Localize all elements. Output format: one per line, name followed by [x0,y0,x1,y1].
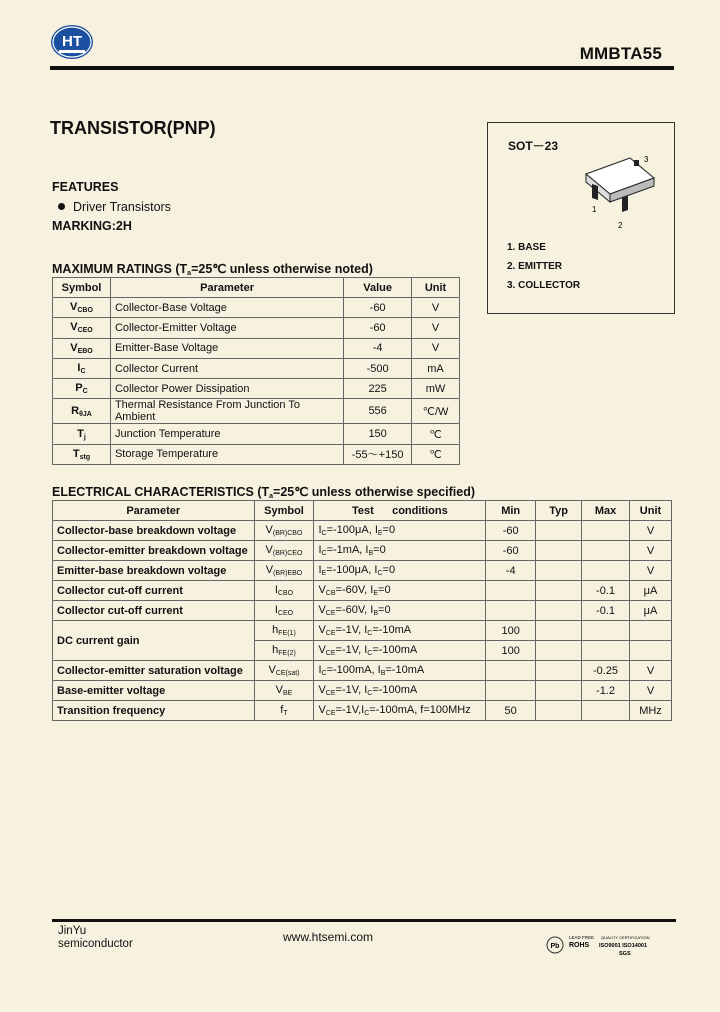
parameter-cell: Collector Power Dissipation [110,379,343,399]
unit-cell [629,641,671,661]
symbol-cell: $h_{FE(2)}$ [254,641,314,661]
marking-code: MARKING:2H [52,219,132,233]
value-cell: -60 [344,298,412,318]
typ-cell [536,541,582,561]
pin-2-desc: 2. EMITTER [507,261,563,272]
condition-cell: $V_{CE}=-1V$, $I_C=-100mA$ [314,641,486,661]
electrical-heading: ELECTRICAL CHARACTERISTICS ($T_a=25℃$ unless otherwise specified) [52,485,476,500]
typ-cell [536,701,582,721]
max-cell [582,561,630,581]
max-cell: -1.2 [582,681,630,701]
unit-cell: V [412,338,460,358]
parameter-cell: Collector-Base Voltage [110,298,343,318]
column-header: Parameter [53,501,255,521]
unit-cell: μA [629,601,671,621]
unit-cell [629,621,671,641]
table-row [53,338,460,358]
header-divider [50,66,674,70]
svg-text:LEAD FREE: LEAD FREE [569,935,595,940]
symbol-cell: $P_C$ [53,379,111,399]
features-heading: FEATURES [52,180,119,194]
table-row [53,298,460,318]
parameter-cell: Collector-Emitter Voltage [110,318,343,338]
typ-cell [536,641,582,661]
symbol-cell: $V_{(BR)CEO}$ [254,541,314,561]
parameter-cell: Collector-emitter breakdown voltage [53,541,255,561]
unit-cell: ℃/W [412,399,460,424]
min-cell [486,681,536,701]
svg-text:ROHS: ROHS [569,942,590,949]
symbol-cell: $T_j$ [53,424,111,444]
symbol-cell: $V_{(BR)EBO}$ [254,561,314,581]
table-row [53,399,460,424]
parameter-cell: Collector-emitter saturation voltage [53,661,255,681]
min-cell: 50 [486,701,536,721]
parameter-cell: Storage Temperature [110,444,343,464]
typ-cell [536,621,582,641]
unit-cell: MHz [629,701,671,721]
symbol-cell: $I_{CEO}$ [254,601,314,621]
typ-cell [536,681,582,701]
column-header: Symbol [53,278,111,298]
symbol-cell: $V_{CEO}$ [53,318,111,338]
column-header: Unit [412,278,460,298]
unit-cell: V [629,561,671,581]
column-header: Symbol [254,501,314,521]
symbol-cell: $V_{BE}$ [254,681,314,701]
table-row [53,444,460,464]
table-row [53,379,460,399]
table-row [53,621,672,641]
company-name-line1: JinYu [58,925,87,937]
unit-cell: ℃ [412,444,460,464]
max-cell [582,621,630,641]
unit-cell: V [629,661,671,681]
bullet-icon [58,203,65,210]
min-cell: -60 [486,541,536,561]
symbol-cell: $I_C$ [53,358,111,378]
condition-cell: $I_C=-100\mu A$, $I_E=0$ [314,521,486,541]
page-title: TRANSISTOR(PNP) [50,118,216,138]
parameter-cell: Emitter-Base Voltage [110,338,343,358]
unit-cell: μA [629,581,671,601]
pin-label-3: 3 [644,155,649,164]
parameter-cell: Collector Current [110,358,343,378]
package-name: SOT－23 [508,139,559,153]
typ-cell [536,601,582,621]
typ-cell [536,581,582,601]
value-cell: -4 [344,338,412,358]
company-logo [50,24,94,60]
parameter-cell: Thermal Resistance From Junction To Ambient [110,399,343,424]
parameter-cell: Base-emitter voltage [53,681,255,701]
column-header: Typ [536,501,582,521]
max-cell [582,521,630,541]
table-row [53,541,672,561]
max-ratings-table [52,277,460,465]
part-number: MMBTA55 [579,44,662,63]
condition-cell: $I_E=-100\mu A$, $I_C=0$ [314,561,486,581]
max-cell [582,641,630,661]
symbol-cell: $I_{CBO}$ [254,581,314,601]
condition-cell: $V_{CE}=-60V$, $I_B=0$ [314,601,486,621]
svg-text:QUALITY CERTIFICATION: QUALITY CERTIFICATION [601,935,650,940]
company-name-line2: semiconductor [58,938,133,950]
unit-cell: mA [412,358,460,378]
pb-icon: Pb [550,943,560,950]
table-row [53,521,672,541]
sot23-package-drawing [578,150,664,232]
column-header: Unit [629,501,671,521]
min-cell: 100 [486,641,536,661]
footer-divider [52,919,676,922]
max-ratings-heading: MAXIMUM RATINGS ($T_a=25℃$ unless otherwise noted) [52,262,373,277]
condition-cell: $V_{CB}=-60V$, $I_E=0$ [314,581,486,601]
table-row [53,561,672,581]
pin-label-1: 1 [592,205,597,214]
condition-cell: $I_C=-1mA$, $I_B=0$ [314,541,486,561]
min-cell: -60 [486,521,536,541]
table-row [53,358,460,378]
condition-cell: $I_C=-100mA$, $I_B=-10mA$ [314,661,486,681]
value-cell: 556 [344,399,412,424]
max-cell [582,701,630,721]
max-cell: -0.1 [582,581,630,601]
table-row [53,661,672,681]
parameter-cell: Transition frequency [53,701,255,721]
value-cell: -500 [344,358,412,378]
unit-cell: V [629,521,671,541]
min-cell: -4 [486,561,536,581]
column-header: Parameter [110,278,343,298]
symbol-cell: $h_{FE(1)}$ [254,621,314,641]
max-cell [582,541,630,561]
column-header: Value [344,278,412,298]
table-row [53,581,672,601]
pin-label-2: 2 [618,221,623,230]
column-header: Max [582,501,630,521]
parameter-cell: Emitter-base breakdown voltage [53,561,255,581]
pin-1-desc: 1. BASE [507,242,546,253]
unit-cell: V [412,318,460,338]
min-cell [486,661,536,681]
parameter-cell: Collector-base breakdown voltage [53,521,255,541]
value-cell: 150 [344,424,412,444]
website-link[interactable]: www.htsemi.com [283,930,374,944]
min-cell [486,581,536,601]
condition-cell: $V_{CE}=-1V,I_C=-100mA$, f=100MHz [314,701,486,721]
typ-cell [536,561,582,581]
value-cell: -55～+150 [344,444,412,464]
certification-badges [545,933,665,963]
parameter-cell: Collector cut-off current [53,601,255,621]
table-row [53,424,460,444]
table-row [53,601,672,621]
symbol-cell: $f_T$ [254,701,314,721]
condition-cell: $V_{CE}=-1V$, $I_C=-100mA$ [314,681,486,701]
table-row [53,701,672,721]
unit-cell: V [412,298,460,318]
symbol-cell: $V_{CBO}$ [53,298,111,318]
condition-cell: $V_{CE}=-1V$, $I_C=-10mA$ [314,621,486,641]
typ-cell [536,521,582,541]
parameter-cell: DC current gain [53,621,255,661]
symbol-cell: $V_{EBO}$ [53,338,111,358]
value-cell: -60 [344,318,412,338]
unit-cell: ℃ [412,424,460,444]
unit-cell: V [629,541,671,561]
column-header: Test conditions [314,501,486,521]
electrical-table [52,500,672,721]
typ-cell [536,661,582,681]
unit-cell: mW [412,379,460,399]
table-row [53,681,672,701]
table-row [53,318,460,338]
parameter-cell: Junction Temperature [110,424,343,444]
column-header: Min [486,501,536,521]
parameter-cell: Collector cut-off current [53,581,255,601]
max-cell: -0.1 [582,601,630,621]
svg-text:ISO9001 ISO14001: ISO9001 ISO14001 [599,943,648,949]
symbol-cell: $V_{(BR)CBO}$ [254,521,314,541]
min-cell: 100 [486,621,536,641]
symbol-cell: $T_{stg}$ [53,444,111,464]
svg-text:SGS: SGS [619,951,631,957]
feature-item: Driver Transistors [58,200,171,214]
symbol-cell: $V_{CE(sat)}$ [254,661,314,681]
pin-3-desc: 3. COLLECTOR [507,280,581,291]
logo-text: HT [62,33,82,50]
min-cell [486,601,536,621]
max-cell: -0.25 [582,661,630,681]
symbol-cell: $R_{\theta JA}$ [53,399,111,424]
value-cell: 225 [344,379,412,399]
unit-cell: V [629,681,671,701]
